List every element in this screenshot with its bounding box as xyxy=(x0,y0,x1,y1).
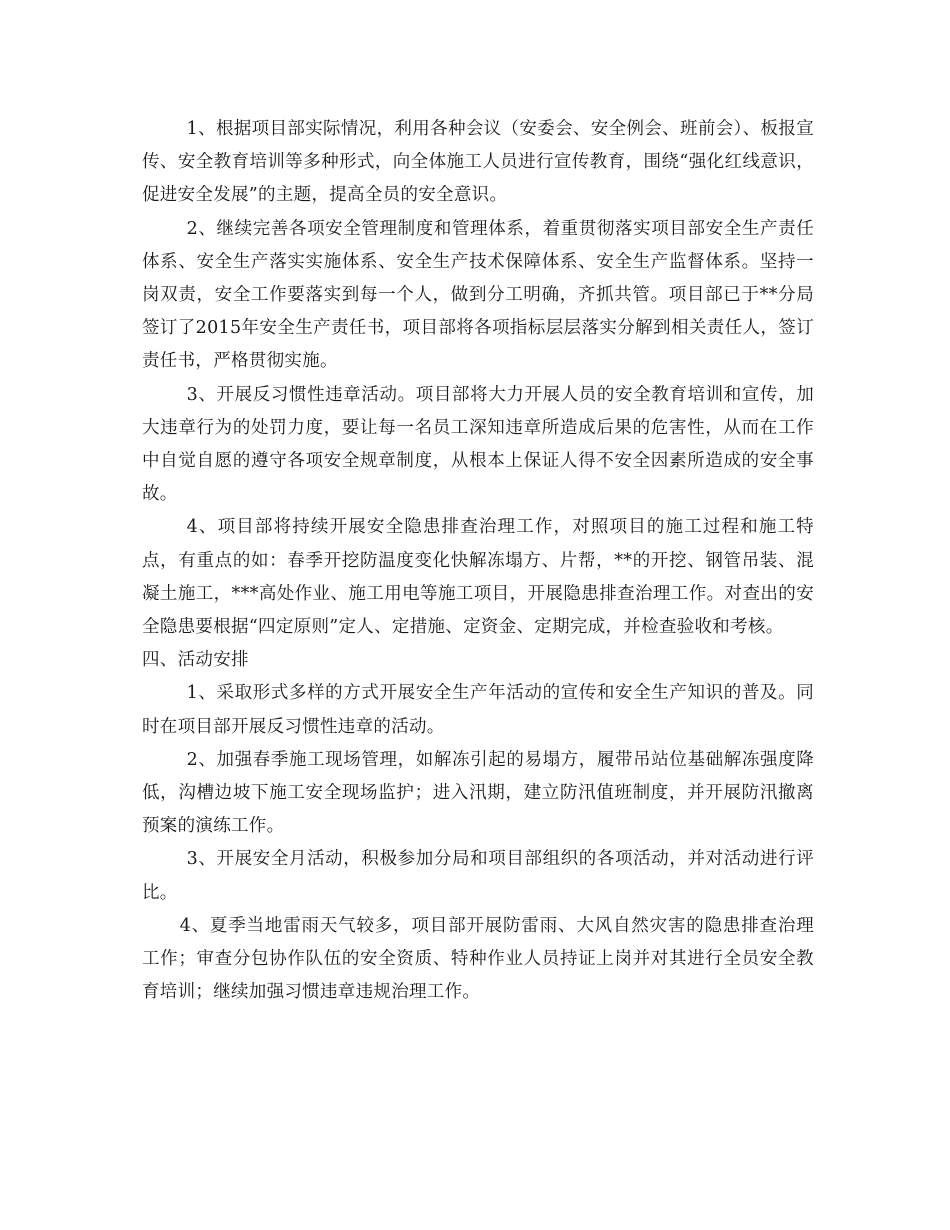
paragraph-1: 1、根据项目部实际情况，利用各种会议（安委会、安全例会、班前会）、板报宣传、安全教育培训等多种形式，向全体施工人员进行宣传教育，围绕“强化红线意识，促进安全发展”的主题，提高全员的安全意识。 xyxy=(142,119,814,206)
activity-item-1: 1、采取形式多样的方式开展安全生产年活动的宣传和安全生产知识的普及。同时在项目部开展反习惯性违章的活动。 xyxy=(142,683,814,737)
section-heading: 四、活动安排 xyxy=(142,650,249,671)
document-body xyxy=(142,113,814,1009)
activity-item-3: 3、开展安全月活动，积极参加分局和项目部组织的各项活动，并对活动进行评比。 xyxy=(142,849,814,903)
paragraph-3: 3、开展反习惯性违章活动。项目部将大力开展人员的安全教育培训和宣传，加大违章行为的处罚力度，要让每一名员工深知违章所造成后果的危害性，从而在工作中自觉自愿的遵守各项安全规章制度，从根本上保证人得不安全因素所造成的安全事故。 xyxy=(142,384,814,505)
paragraph-2: 2、继续完善各项安全管理制度和管理体系，着重贯彻落实项目部安全生产责任体系、安全生产落实实施体系、安全生产技术保障体系、安全生产监督体系。坚持一岗双责，安全工作要落实到每一个人，做到分工明确，齐抓共管。项目部已于**分局签订了2015年安全生产责任书，项目部将各项指标层层落实分解到相关责任人，签订责任书，严格贯彻实施。 xyxy=(142,218,814,372)
activity-item-2: 2、加强春季施工现场管理，如解冻引起的易塌方，履带吊站位基础解冻强度降低，沟槽边坡下施工安全现场监护；进入汛期，建立防汛值班制度，并开展防汛撤离预案的演练工作。 xyxy=(142,749,814,837)
activity-item-4: 4、夏季当地雷雨天气较多，项目部开展防雷雨、大风自然灾害的隐患排查治理工作；审查分包协作队伍的安全资质、特种作业人员持证上岗并对其进行全员安全教育培训；继续加强习惯违章违规治理工作。 xyxy=(142,915,814,1003)
paragraph-4: 4、项目部将持续开展安全隐患排查治理工作，对照项目的施工过程和施工特点，有重点的如：春季开挖防温度变化快解冻塌方、片帮，**的开挖、钢管吊装、混凝土施工，***高处作业、施工用电等施工项目，开展隐患排查治理工作。对查出的安全隐患要根据“四定原则”定人、定措施、定资金、定期完成，并检查验收和考核。 xyxy=(142,517,814,638)
